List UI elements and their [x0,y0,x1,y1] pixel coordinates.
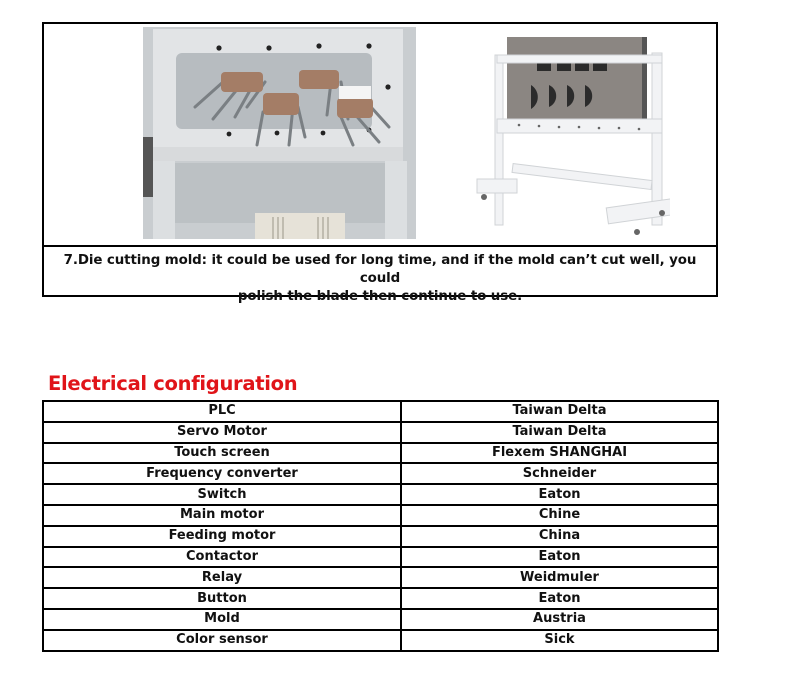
table-row [43,463,718,484]
table-row [43,630,718,651]
component-cell: Frequency converter [43,463,401,484]
component-cell: PLC [43,401,401,422]
photo-row [44,24,716,245]
table-row [43,547,718,568]
figure-caption [44,245,716,304]
brand-cell: Austria [401,609,718,630]
table-row [43,484,718,505]
component-cell: Main motor [43,505,401,526]
die-cutting-machine-photo [143,27,416,239]
brand-cell: Taiwan Delta [401,401,718,422]
component-cell: Relay [43,567,401,588]
component-cell: Servo Motor [43,422,401,443]
table-row [43,505,718,526]
brand-cell: Eaton [401,484,718,505]
brand-cell: Eaton [401,588,718,609]
brand-cell: China [401,526,718,547]
table-row [43,526,718,547]
brand-cell: Schneider [401,463,718,484]
component-cell: Switch [43,484,401,505]
table-row [43,422,718,443]
table-row [43,588,718,609]
brand-cell: Eaton [401,547,718,568]
component-cell: Mold [43,609,401,630]
component-cell: Button [43,588,401,609]
brand-cell: Taiwan Delta [401,422,718,443]
table-row [43,401,718,422]
table-row [43,609,718,630]
brand-cell: Sick [401,630,718,651]
mold-storage-rack-photo [457,27,670,242]
component-cell: Color sensor [43,630,401,651]
caption-line-1: 7.Die cutting mold: it could be used for long time, and if the mold can’t cut well, you could [63,253,697,286]
brand-cell: Flexem SHANGHAI [401,443,718,464]
component-cell: Touch screen [43,443,401,464]
component-cell: Contactor [43,547,401,568]
figure-box [42,22,718,304]
component-cell: Feeding motor [43,526,401,547]
table-row [43,567,718,588]
section-heading: Electrical configuration [48,372,298,395]
brand-cell: Chine [401,505,718,526]
table-row [43,443,718,464]
caption-line-2: polish the blade then continue to use. [237,289,523,304]
electrical-configuration-table [42,400,719,652]
brand-cell: Weidmuler [401,567,718,588]
